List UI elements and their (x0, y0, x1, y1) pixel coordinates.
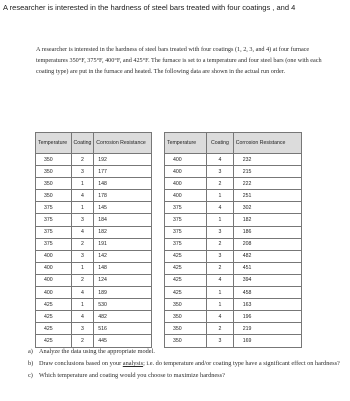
table-row (36, 250, 152, 262)
cell-temperature: 375 (36, 238, 72, 250)
cell-temperature: 375 (36, 226, 72, 238)
cell-temperature: 375 (165, 202, 207, 214)
cell-resistance: 451 (233, 262, 301, 274)
cell-temperature: 400 (165, 154, 207, 166)
cell-coating: 2 (207, 178, 234, 190)
table-row (36, 274, 152, 286)
cell-resistance: 182 (94, 226, 152, 238)
cell-temperature: 400 (36, 262, 72, 274)
cell-temperature: 350 (36, 178, 72, 190)
cell-temperature: 425 (165, 274, 207, 286)
cell-coating: 2 (207, 323, 234, 335)
cell-temperature: 350 (165, 311, 207, 323)
cell-temperature: 425 (36, 323, 72, 335)
cell-resistance: 169 (233, 335, 301, 347)
cell-temperature: 375 (36, 214, 72, 226)
question-text-part: Draw conclusions based on your (39, 360, 123, 367)
cell-temperature: 400 (165, 190, 207, 202)
column-header-coating: Coating (207, 133, 234, 154)
cell-resistance: 394 (233, 274, 301, 286)
cell-coating: 4 (71, 287, 94, 299)
table-row (165, 154, 302, 166)
cell-coating: 4 (207, 274, 234, 286)
table-row (165, 250, 302, 262)
cell-resistance: 232 (233, 154, 301, 166)
table-header-row (165, 133, 302, 154)
cell-temperature: 425 (36, 299, 72, 311)
data-table-right (164, 132, 302, 348)
cell-coating: 1 (207, 214, 234, 226)
table-row (165, 262, 302, 274)
cell-coating: 1 (207, 287, 234, 299)
question-text (39, 358, 340, 370)
cell-resistance: 302 (233, 202, 301, 214)
cell-coating: 1 (71, 178, 94, 190)
question-title: A researcher is interested in the hardness of steel bars treated with four coatings , and 4 (3, 3, 296, 12)
table-row (165, 311, 302, 323)
problem-statement: A researcher is interested in the hardness of steel bars treated with four coatings (1, 2, 3, and 4) at four furnace temperatures 350°F, 375°F, 400°F, and 425°F. The furnace is set to a temperature and four steel bars (one with each coating type) are put in the furnace and heated. The following data are shown in the actual run order. (36, 46, 322, 75)
column-header-temperature: Temperature (36, 133, 72, 154)
cell-coating: 4 (71, 226, 94, 238)
question-item (28, 358, 340, 370)
cell-resistance: 516 (94, 323, 152, 335)
cell-resistance: 192 (94, 154, 152, 166)
cell-coating: 1 (71, 262, 94, 274)
cell-resistance: 222 (233, 178, 301, 190)
cell-temperature: 425 (165, 287, 207, 299)
table-header-row (36, 133, 152, 154)
question-letter: b) (28, 360, 34, 367)
cell-resistance: 178 (94, 190, 152, 202)
cell-coating: 2 (71, 238, 94, 250)
question-letter: a) (28, 348, 33, 355)
table-row (165, 190, 302, 202)
cell-temperature: 425 (36, 311, 72, 323)
cell-temperature: 375 (165, 226, 207, 238)
cell-temperature: 400 (165, 166, 207, 178)
question-list (28, 346, 340, 382)
cell-resistance: 208 (233, 238, 301, 250)
underlined-word: analysis (122, 360, 144, 367)
table-row (36, 323, 152, 335)
cell-coating: 2 (207, 262, 234, 274)
cell-coating: 3 (207, 166, 234, 178)
table-row (36, 166, 152, 178)
column-header-temperature: Temperature (165, 133, 207, 154)
table-row (36, 190, 152, 202)
cell-resistance: 251 (233, 190, 301, 202)
table-row (36, 214, 152, 226)
cell-resistance: 163 (233, 299, 301, 311)
cell-coating: 1 (71, 202, 94, 214)
cell-coating: 1 (207, 299, 234, 311)
cell-resistance: 186 (233, 226, 301, 238)
cell-coating: 3 (71, 166, 94, 178)
table-row (165, 226, 302, 238)
question-item (28, 370, 340, 382)
cell-coating: 3 (71, 214, 94, 226)
table-row (36, 178, 152, 190)
table-row (36, 287, 152, 299)
cell-resistance: 482 (233, 250, 301, 262)
table-row (36, 226, 152, 238)
cell-resistance: 530 (94, 299, 152, 311)
cell-resistance: 184 (94, 214, 152, 226)
cell-resistance: 219 (233, 323, 301, 335)
question-letter: c) (28, 372, 33, 379)
column-header-coating: Coating (71, 133, 94, 154)
cell-temperature: 400 (165, 178, 207, 190)
cell-coating: 2 (207, 238, 234, 250)
cell-coating: 3 (207, 250, 234, 262)
table-body (165, 154, 302, 348)
table-row (36, 262, 152, 274)
table-row (36, 299, 152, 311)
cell-coating: 3 (71, 323, 94, 335)
table-row (36, 238, 152, 250)
question-text: Which temperature and coating would you choose to maximize hardness? (39, 372, 225, 379)
cell-resistance: 182 (233, 214, 301, 226)
table-row (165, 178, 302, 190)
cell-resistance: 445 (94, 335, 152, 347)
cell-resistance: 189 (94, 287, 152, 299)
cell-coating: 3 (207, 335, 234, 347)
cell-coating: 2 (71, 154, 94, 166)
cell-temperature: 375 (165, 238, 207, 250)
table-row (36, 311, 152, 323)
table-row (165, 238, 302, 250)
cell-temperature: 425 (165, 250, 207, 262)
table-row (36, 202, 152, 214)
cell-resistance: 215 (233, 166, 301, 178)
cell-temperature: 400 (36, 287, 72, 299)
cell-resistance: 196 (233, 311, 301, 323)
cell-coating: 3 (207, 226, 234, 238)
cell-resistance: 191 (94, 238, 152, 250)
question-item (28, 346, 340, 358)
cell-temperature: 350 (165, 335, 207, 347)
cell-temperature: 375 (165, 214, 207, 226)
cell-temperature: 425 (165, 262, 207, 274)
cell-coating: 4 (207, 311, 234, 323)
cell-resistance: 124 (94, 274, 152, 286)
table-row (36, 154, 152, 166)
question-text-part: ; i.e. do temperature and/or coating type have a significant effect on hardness? (143, 360, 340, 367)
cell-coating: 1 (71, 299, 94, 311)
cell-coating: 4 (71, 311, 94, 323)
cell-resistance: 148 (94, 262, 152, 274)
cell-temperature: 400 (36, 250, 72, 262)
table-row (165, 299, 302, 311)
table-row (165, 166, 302, 178)
cell-coating: 2 (71, 274, 94, 286)
cell-resistance: 458 (233, 287, 301, 299)
table-row (165, 287, 302, 299)
table-row (165, 202, 302, 214)
cell-temperature: 350 (36, 166, 72, 178)
cell-resistance: 145 (94, 202, 152, 214)
table-row (165, 323, 302, 335)
cell-coating: 1 (207, 190, 234, 202)
cell-temperature: 350 (165, 323, 207, 335)
cell-coating: 3 (71, 250, 94, 262)
cell-temperature: 350 (36, 190, 72, 202)
cell-resistance: 142 (94, 250, 152, 262)
column-header-resistance: Corrosion Resistance (233, 133, 301, 154)
cell-temperature: 400 (36, 274, 72, 286)
cell-coating: 4 (71, 190, 94, 202)
cell-resistance: 148 (94, 178, 152, 190)
cell-temperature: 350 (165, 299, 207, 311)
cell-coating: 2 (71, 335, 94, 347)
table-row (165, 214, 302, 226)
cell-coating: 4 (207, 202, 234, 214)
cell-resistance: 482 (94, 311, 152, 323)
cell-coating: 4 (207, 154, 234, 166)
cell-temperature: 350 (36, 154, 72, 166)
cell-temperature: 375 (36, 202, 72, 214)
cell-resistance: 177 (94, 166, 152, 178)
table-body (36, 154, 152, 348)
cell-temperature: 425 (36, 335, 72, 347)
table-row (165, 274, 302, 286)
question-text: Analyze the data using the appropriate model. (39, 348, 155, 355)
column-header-resistance: Corrosion Resistance (94, 133, 152, 154)
data-table-left (35, 132, 152, 348)
